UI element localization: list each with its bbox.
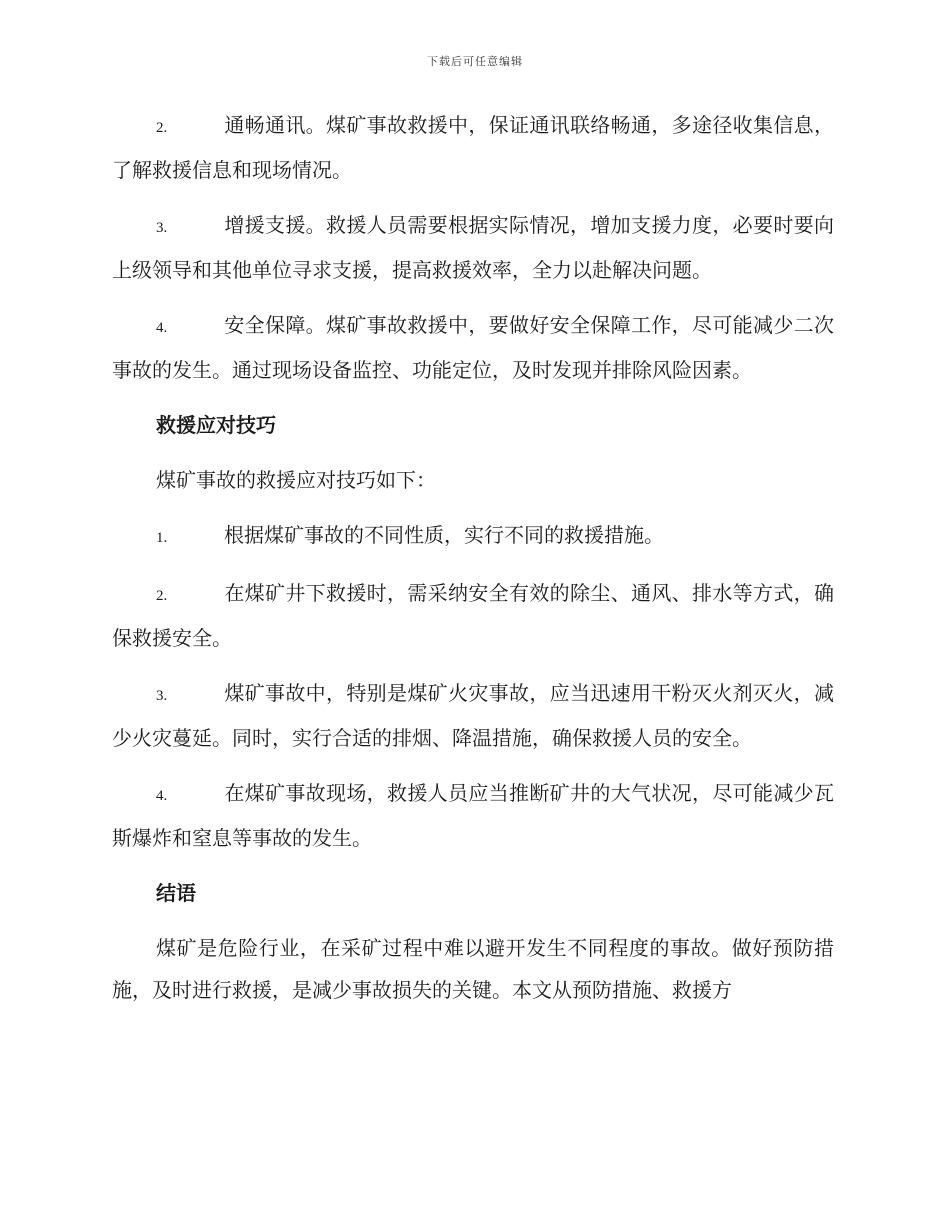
list-item <box>112 304 834 391</box>
list-item <box>112 514 834 559</box>
list-item <box>112 672 834 759</box>
list-text: 在煤矿井下救援时，需采纳安全有效的除尘、通风、排水等方式，确保救援安全。 <box>112 581 834 650</box>
list-text: 安全保障。煤矿事故救援中，要做好安全保障工作，尽可能减少二次事故的发生。通过现场设备监控、功能定位，及时发现并排除风险因素。 <box>112 313 834 382</box>
list-item <box>112 572 834 659</box>
list-number: 2. <box>156 588 168 604</box>
list-number: 4. <box>156 788 168 804</box>
section-intro: 煤矿事故的救援应对技巧如下： <box>156 468 436 492</box>
list-text: 增援支援。救援人员需要根据实际情况，增加支援力度，必要时要向上级领导和其他单位寻求支援，提高救援效率，全力以赴解决问题。 <box>112 213 834 282</box>
list-text: 根据煤矿事故的不同性质，实行不同的救援措施。 <box>224 523 664 547</box>
page-header: 下载后可任意编辑 <box>427 55 523 68</box>
list-item <box>112 104 834 191</box>
list-text: 在煤矿事故现场，救援人员应当推断矿井的大气状况，尽可能减少瓦斯爆炸和窒息等事故的发生。 <box>112 781 834 850</box>
list-item <box>112 204 834 291</box>
list-number: 3. <box>156 688 168 704</box>
list-item <box>112 772 834 859</box>
section-heading-conclusion: 结语 <box>156 881 196 905</box>
conclusion-paragraph: 煤矿是危险行业，在采矿过程中难以避开发生不同程度的事故。做好预防措施，及时进行救援，是减少事故损失的关键。本文从预防措施、救援方 <box>112 936 834 1002</box>
list-number: 1. <box>156 530 168 546</box>
list-text: 通畅通讯。煤矿事故救援中，保证通讯联络畅通，多途径收集信息，了解救援信息和现场情况。 <box>112 113 834 182</box>
list-number: 3. <box>156 220 168 236</box>
list-number: 2. <box>156 120 168 136</box>
list-text: 煤矿事故中，特别是煤矿火灾事故，应当迅速用干粉灭火剂灭火，减少火灾蔓延。同时，实行合适的排烟、降温措施，确保救援人员的安全。 <box>112 681 834 750</box>
section-heading-rescue-techniques: 救援应对技巧 <box>156 413 276 437</box>
list-number: 4. <box>156 320 168 336</box>
document-body <box>112 104 834 1024</box>
